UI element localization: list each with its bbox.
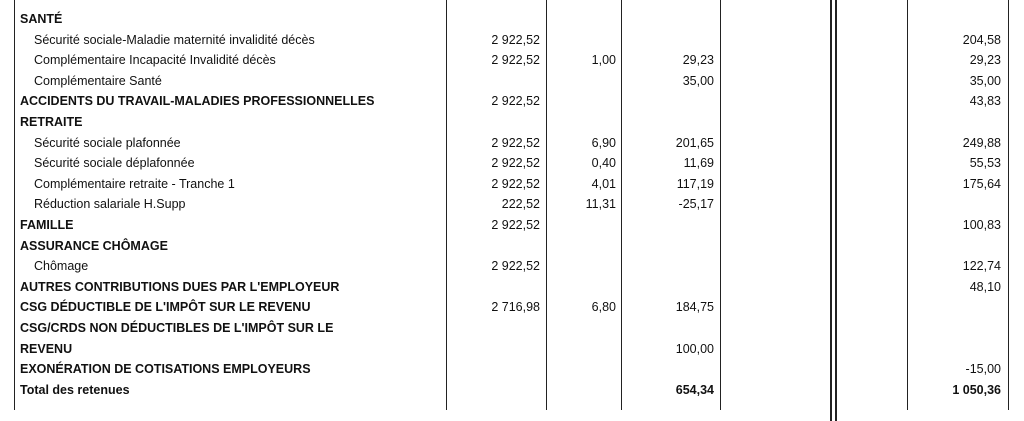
table-row (0, 9, 1024, 29)
table-row (0, 318, 1024, 338)
base-value: 2 922,52 (491, 218, 540, 232)
employer-amount: 55,53 (969, 156, 1001, 171)
base-value: 2 922,52 (491, 32, 540, 47)
row-label: ACCIDENTS DU TRAVAIL-MALADIES PROFESSIONNELLES (20, 94, 375, 109)
table-row (0, 174, 1024, 194)
row-label: Complémentaire retraite - Tranche 1 (34, 176, 235, 191)
table-row (0, 71, 1024, 91)
base-value: 2 922,52 (491, 135, 540, 150)
table-row (0, 297, 1024, 317)
table-row (0, 256, 1024, 276)
employer-amount: 48,10 (969, 279, 1001, 294)
base-value: 222,52 (501, 197, 540, 212)
table-row (0, 277, 1024, 297)
table-row (0, 50, 1024, 70)
row-label: CSG DÉDUCTIBLE DE L'IMPÔT SUR LE REVENU (20, 300, 311, 315)
employer-amount: 29,23 (969, 53, 1001, 68)
employee-amount: 117,19 (676, 176, 714, 191)
row-label: REVENU (20, 341, 73, 356)
employee-amount: 100,00 (675, 341, 714, 356)
rate-value: 6,80 (591, 300, 616, 315)
row-label: FAMILLE (20, 218, 74, 232)
table-row (0, 91, 1024, 111)
employee-amount: 35,00 (682, 73, 714, 88)
row-label: EXONÉRATION DE COTISATIONS EMPLOYEURS (20, 362, 311, 377)
table-row (0, 236, 1024, 256)
employer-amount: 249,88 (962, 135, 1001, 150)
row-label: Chômage (34, 259, 89, 274)
rate-value: 0,40 (591, 156, 616, 171)
row-label: Sécurité sociale-Maladie maternité invalidité décès (34, 32, 315, 47)
table-row (0, 153, 1024, 173)
employee-amount: 654,34 (675, 382, 714, 397)
row-label: Total des retenues (20, 382, 130, 397)
base-value: 2 922,52 (491, 94, 540, 109)
employer-amount: 100,83 (962, 218, 1001, 232)
base-value: 2 922,52 (491, 156, 540, 171)
row-label: SANTÉ (20, 12, 63, 26)
row-label: AUTRES CONTRIBUTIONS DUES PAR L'EMPLOYEUR (20, 279, 340, 294)
row-label: Réduction salariale H.Supp (34, 197, 186, 212)
table-row (0, 112, 1024, 132)
employee-amount: 201,65 (675, 135, 714, 150)
row-label: Complémentaire Santé (34, 73, 162, 88)
base-value: 2 922,52 (491, 176, 540, 191)
row-label: CSG/CRDS NON DÉDUCTIBLES DE L'IMPÔT SUR LE (20, 321, 334, 335)
employer-amount: -15,00 (965, 362, 1001, 377)
rate-value: 4,01 (591, 176, 616, 191)
table-row (0, 215, 1024, 235)
rate-value: 1,00 (591, 53, 616, 68)
row-label: ASSURANCE CHÔMAGE (20, 238, 168, 253)
employer-amount: 204,58 (962, 32, 1001, 47)
rate-value: 11,31 (585, 197, 616, 212)
row-label: Sécurité sociale déplafonnée (34, 156, 195, 171)
table-row (0, 339, 1024, 359)
table-row (0, 359, 1024, 379)
employee-amount: 29,23 (682, 53, 714, 68)
base-value: 2 922,52 (491, 259, 540, 274)
row-label: Sécurité sociale plafonnée (34, 135, 181, 150)
employer-amount: 122,74 (962, 259, 1001, 274)
employer-amount: 43,83 (969, 94, 1001, 109)
total-row (0, 380, 1024, 400)
employer-amount: 175,64 (962, 176, 1001, 191)
table-row (0, 194, 1024, 214)
employee-amount: 11,69 (683, 156, 714, 171)
base-value: 2 922,52 (491, 53, 540, 68)
employer-amount: 1 050,36 (952, 382, 1001, 397)
employee-amount: 184,75 (675, 300, 714, 315)
row-label: Complémentaire Incapacité Invalidité décès (34, 53, 276, 68)
table-row (0, 133, 1024, 153)
row-label: RETRAITE (20, 115, 83, 129)
table-row (0, 30, 1024, 50)
employer-amount: 35,00 (969, 73, 1001, 88)
rate-value: 6,90 (591, 135, 616, 150)
base-value: 2 716,98 (491, 300, 540, 315)
employee-amount: -25,17 (678, 197, 714, 212)
